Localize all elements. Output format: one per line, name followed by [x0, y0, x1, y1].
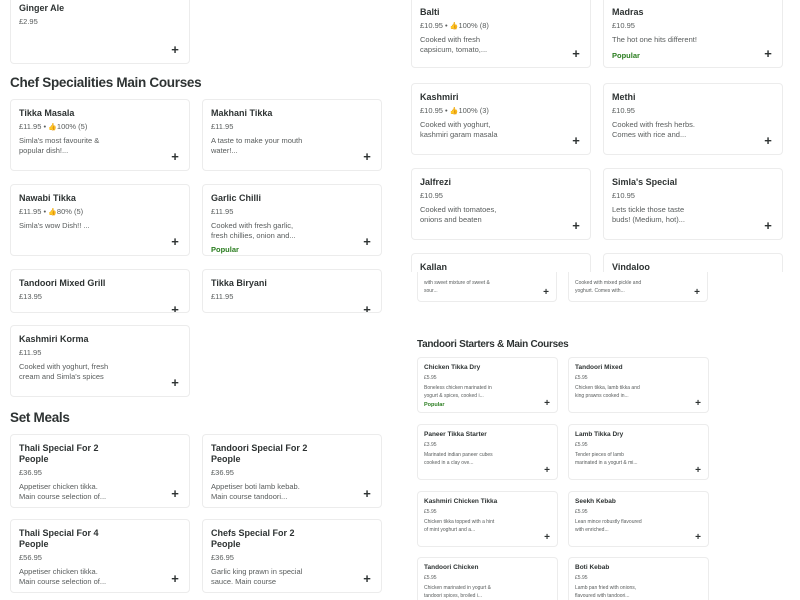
menu-item-card[interactable]	[411, 253, 591, 272]
menu-item-card[interactable]	[603, 83, 783, 155]
add-button[interactable]: +	[171, 570, 179, 586]
thumbs-up-icon: 👍	[449, 22, 459, 30]
item-description: Appetiser chicken tikka. Main course selection of...	[19, 566, 107, 587]
item-name: Tandoori Special For 2 People	[211, 443, 308, 464]
item-name: Tikka Masala	[19, 108, 75, 118]
item-description: Cooked with fresh herbs. Comes with rice and...	[612, 119, 695, 140]
item-name: Kashmiri Chicken Tikka	[424, 498, 498, 505]
item-name: Lamb Tikka Dry	[575, 431, 624, 438]
item-description: Chicken tikka topped with a hint of mint yoghurt and a...	[424, 518, 495, 533]
item-name: Thali Special For 2 People	[19, 443, 99, 464]
add-button[interactable]: +	[695, 397, 701, 409]
menu-item-card[interactable]	[10, 0, 190, 64]
menu-item-card[interactable]	[10, 269, 190, 313]
item-name: Kashmiri Korma	[19, 334, 89, 344]
item-price: £11.95	[211, 206, 234, 216]
item-price: £5.95	[575, 508, 588, 515]
menu-item-card[interactable]	[417, 557, 558, 600]
menu-item-card[interactable]	[603, 168, 783, 240]
item-price: £56.95	[19, 552, 42, 562]
thumbs-up-icon: 👍	[449, 107, 459, 115]
item-description: Appetiser boti lamb kebab. Main course tandoori...	[211, 481, 300, 502]
item-name: Ginger Ale	[19, 3, 65, 13]
item-name: Garlic Chilli	[211, 193, 262, 203]
menu-item-card[interactable]	[417, 357, 558, 413]
add-button[interactable]: +	[363, 301, 371, 313]
item-name: Tandoori Mixed Grill	[19, 278, 106, 288]
add-button[interactable]: +	[544, 531, 550, 543]
item-name: Chicken Tikka Dry	[424, 364, 481, 371]
menu-item-card[interactable]	[10, 434, 190, 508]
item-price: £3.95	[424, 441, 437, 448]
item-price: £2.95	[19, 16, 38, 26]
add-button[interactable]: +	[171, 233, 179, 249]
menu-item-card[interactable]	[202, 519, 382, 593]
thumbs-up-icon: 👍	[48, 123, 57, 131]
item-name: Jalfrezi	[420, 177, 452, 187]
menu-item-card[interactable]	[417, 491, 558, 547]
item-price: £5.95	[424, 508, 437, 515]
menu-item-card[interactable]	[411, 0, 591, 68]
item-description: A taste to make your mouth water!...	[211, 135, 303, 156]
add-button[interactable]: +	[363, 485, 371, 501]
menu-item-card[interactable]	[568, 491, 709, 547]
item-price: £36.95	[19, 467, 42, 477]
popular-badge: Popular	[612, 50, 640, 60]
menu-item-card[interactable]	[603, 0, 783, 68]
item-price: £5.95	[424, 574, 437, 581]
section-title: Set Meals	[10, 410, 70, 425]
thumbs-up-icon: 👍	[48, 208, 57, 216]
item-name: Kashmiri	[420, 92, 459, 102]
item-name: Boti Kebab	[575, 564, 610, 571]
menu-item-card[interactable]	[10, 325, 190, 397]
item-description: Cooked with fresh capsicum, tomato,...	[420, 34, 488, 55]
item-name: Methi	[612, 92, 636, 102]
item-description: Chicken tikka, lamb tikka and king prawns cooked in...	[575, 384, 640, 399]
add-button[interactable]: +	[764, 132, 772, 148]
item-price: £11.95 • 👍80% (5)	[19, 206, 84, 216]
menu-item-card[interactable]	[411, 168, 591, 240]
item-price: £5.95	[575, 574, 588, 581]
item-description: Cooked with fresh garlic, fresh chillies, onion and...	[211, 220, 296, 241]
menu-item-card[interactable]	[568, 272, 708, 302]
item-description: The hot one hits different!	[612, 34, 697, 44]
item-price: £10.95	[612, 20, 635, 30]
menu-item-card[interactable]	[603, 253, 783, 272]
item-price: £11.95	[19, 347, 42, 357]
add-button[interactable]: +	[543, 286, 549, 298]
item-price: £36.95	[211, 552, 234, 562]
item-price: £5.95	[575, 374, 588, 381]
right-bottom-menu-pane	[400, 272, 800, 600]
menu-item-card[interactable]	[202, 434, 382, 508]
popular-badge: Popular	[424, 401, 445, 408]
item-description: Cooked with mixed pickle and yoghurt. Comes with...	[575, 280, 642, 294]
popular-badge: Popular	[211, 244, 239, 254]
add-button[interactable]: +	[363, 233, 371, 249]
item-name: Nawabi Tikka	[19, 193, 76, 203]
item-name: Seekh Kebab	[575, 498, 616, 505]
item-description: Chicken marinated in yogurt & tandoori spices, broiled i...	[424, 584, 491, 599]
menu-item-card[interactable]	[10, 99, 190, 171]
add-button[interactable]: +	[764, 45, 772, 61]
add-button[interactable]: +	[171, 301, 179, 313]
item-price: £11.95	[211, 291, 234, 301]
menu-item-card[interactable]	[10, 184, 190, 256]
add-button[interactable]: +	[171, 485, 179, 501]
item-name: Simla's Special	[612, 177, 678, 187]
add-button[interactable]: +	[363, 148, 371, 164]
add-button[interactable]: +	[171, 41, 179, 57]
item-price: £10.95	[612, 190, 635, 200]
item-name: Vindaloo	[612, 262, 650, 272]
item-description: Lamb pan fried with onions, flavoured with tandoori...	[575, 584, 637, 599]
item-description: Marinated indian paneer cubes cooked in a clay ove...	[424, 451, 493, 466]
item-description: Lean mince robustly flavoured with enriched...	[575, 518, 642, 533]
item-description: Cooked with yoghurt, kashmiri garam masala	[420, 119, 498, 140]
item-description: Cooked with yoghurt, fresh cream and Simla's spices	[19, 361, 109, 382]
menu-item-card[interactable]	[568, 424, 709, 480]
add-button[interactable]: +	[171, 374, 179, 390]
item-name: Madras	[612, 7, 644, 17]
item-description: Cooked with tomatoes, onions and beaten	[420, 204, 497, 225]
menu-item-card[interactable]	[10, 519, 190, 593]
item-price: £10.95 • 👍100% (8)	[420, 20, 489, 30]
add-button[interactable]: +	[764, 217, 772, 233]
item-description: Garlic king prawn in special sauce. Main course	[211, 566, 303, 587]
add-button[interactable]: +	[363, 570, 371, 586]
item-name: Paneer Tikka Starter	[424, 431, 487, 438]
item-description: Appetiser chicken tikka. Main course selection of...	[19, 481, 107, 502]
item-name: Chefs Special For 2 People	[211, 528, 295, 549]
item-description: Tender pieces of lamb marinated in a yogurt & mi...	[575, 451, 638, 466]
right-top-menu-pane	[400, 0, 800, 272]
section-title: Chef Specialities Main Courses	[10, 75, 202, 90]
item-name: Tikka Biryani	[211, 278, 267, 288]
add-button[interactable]: +	[544, 464, 550, 476]
item-name: Balti	[420, 7, 440, 17]
item-description: Simla's most favourite & popular dish!...	[19, 135, 100, 156]
section-title: Tandoori Starters & Main Courses	[417, 339, 569, 350]
add-button[interactable]: +	[544, 397, 550, 409]
menu-item-card[interactable]	[202, 99, 382, 171]
add-button[interactable]: +	[171, 148, 179, 164]
menu-item-card[interactable]	[417, 424, 558, 480]
menu-item-card[interactable]	[411, 83, 591, 155]
add-button[interactable]: +	[572, 217, 580, 233]
add-button[interactable]: +	[572, 132, 580, 148]
item-price: £13.95	[19, 291, 42, 301]
add-button[interactable]: +	[695, 464, 701, 476]
menu-item-card[interactable]	[568, 557, 709, 600]
item-name: Kallan	[420, 262, 448, 272]
item-price: £36.95	[211, 467, 234, 477]
item-name: Makhani Tikka	[211, 108, 273, 118]
item-name: Tandoori Chicken	[424, 564, 479, 571]
item-description: Boneless chicken marinated in yogurt & spices, cooked i...	[424, 384, 492, 399]
menu-item-card[interactable]	[417, 272, 557, 302]
item-price: £10.95	[612, 105, 635, 115]
item-description: Simla's wow Dish!! ...	[19, 220, 90, 230]
item-price: £10.95 • 👍100% (3)	[420, 105, 489, 115]
item-price: £5.95	[424, 374, 437, 381]
add-button[interactable]: +	[694, 286, 700, 298]
menu-item-card[interactable]	[202, 269, 382, 313]
item-price: £10.95	[420, 190, 443, 200]
add-button[interactable]: +	[572, 45, 580, 61]
menu-item-card[interactable]	[202, 184, 382, 256]
item-name: Tandoori Mixed	[575, 364, 623, 371]
item-description: with sweet mixture of sweet & sour...	[424, 280, 490, 294]
item-price: £5.95	[575, 441, 588, 448]
menu-item-card[interactable]	[568, 357, 709, 413]
item-name: Thali Special For 4 People	[19, 528, 99, 549]
item-price: £11.95 • 👍100% (5)	[19, 121, 88, 131]
item-description: Lets tickle those taste buds! (Medium, hot)...	[612, 204, 685, 225]
item-price: £11.95	[211, 121, 234, 131]
add-button[interactable]: +	[695, 531, 701, 543]
